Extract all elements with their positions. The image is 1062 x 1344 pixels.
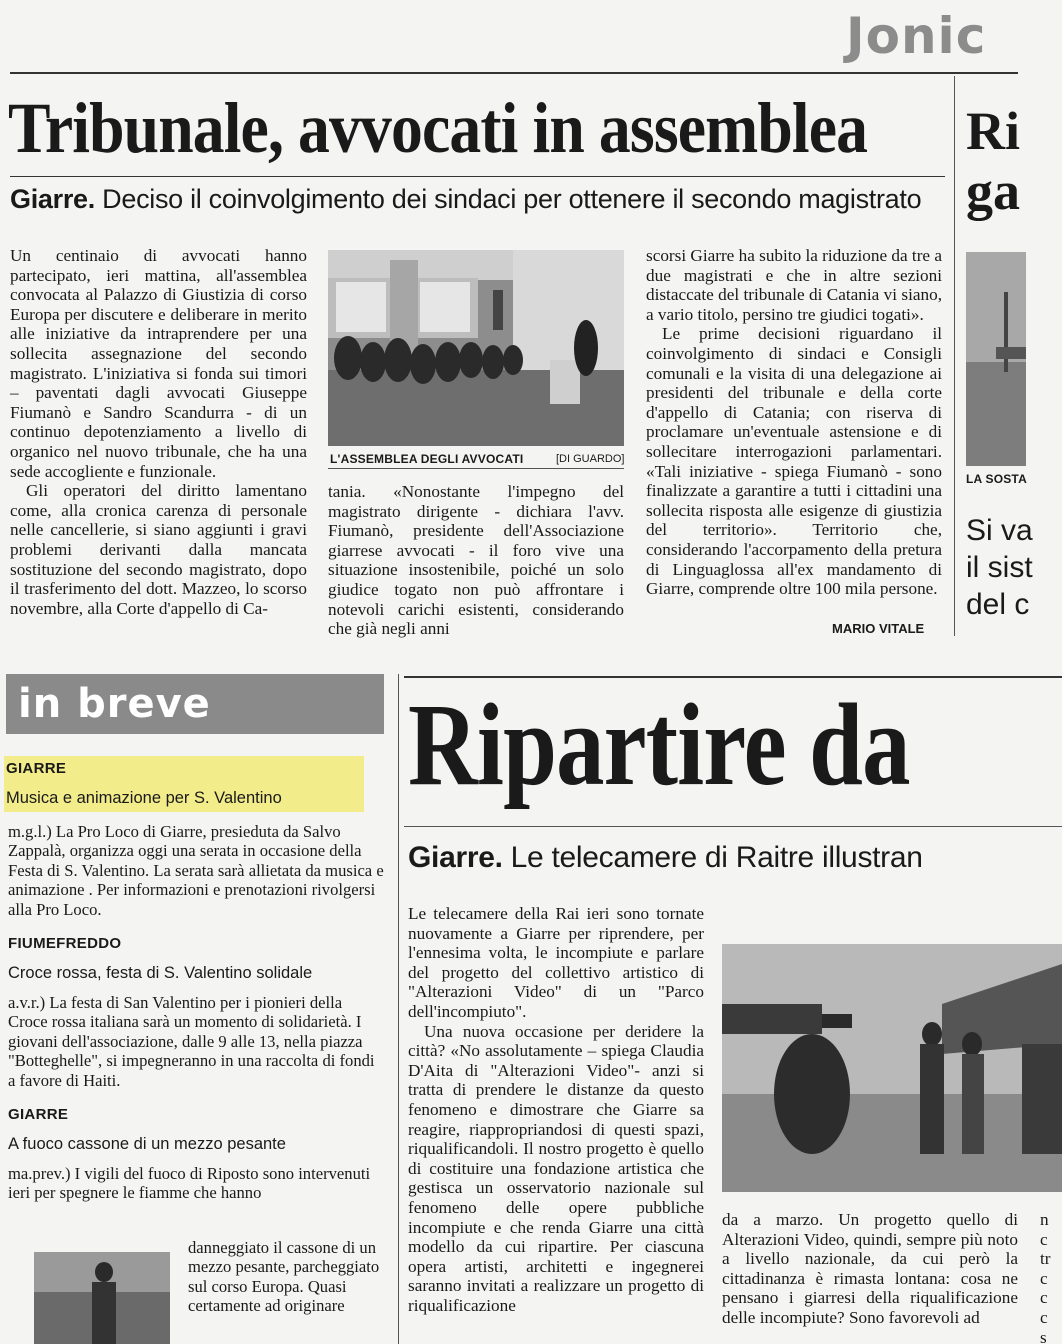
bottom-column-1: [408, 904, 704, 1344]
top-rule: [10, 72, 1018, 74]
bottom-column-3-fragment: n c tr c cc s: [1040, 1210, 1051, 1344]
brief-item-2-place: FIUMEFREDDO: [8, 935, 122, 953]
caption-rule: [328, 468, 624, 469]
fire-photo: [34, 1252, 170, 1344]
in-breve-list: [8, 756, 384, 1203]
bottom-kicker-place: Giarre.: [408, 841, 503, 874]
side-headline-line-1: Ri: [966, 101, 1020, 161]
raitre-photo: [722, 944, 1062, 1192]
brief-item-1-highlight: [4, 756, 364, 812]
side-photo: [966, 252, 1026, 466]
top-col1-paragraph-2: Gli operatori del diritto lamentano come, alla cronica carenza di personale nelle cancellerie, si siano aggiunti i gravi problemi derivanti dalla mancata sostituzione del secondo magistrato, dopo il trasferimento del dott. Mazzeo, lo scorso novembre, alla Corte d'appello di Ca-: [10, 481, 307, 618]
side-text-line-1: Si va: [966, 514, 1033, 547]
bottom-col2-paragraph-1: da a marzo. Un progetto quello di Alterazioni Video, quindi, sempre più noto a livello nazionale, da cui però la cittadinanza è rimasta lontana: cosa ne pensano i giarresi della riqualificazione delle incompiute? Sono favorevoli ad: [722, 1210, 1018, 1327]
side-article: [962, 76, 1062, 636]
bottom-column-2: [722, 1210, 1018, 1344]
top-column-3: [646, 246, 942, 599]
top-kicker: [10, 184, 921, 215]
brief-item-1-headline: Musica e animazione per S. Valentino: [6, 789, 282, 807]
bottom-separator: [398, 674, 399, 1344]
fire-photo-image: [34, 1252, 170, 1344]
side-text-line-3: del c: [966, 588, 1030, 621]
photo-caption: L'ASSEMBLEA DEGLI AVVOCATI: [330, 452, 524, 466]
top-col3-paragraph-1: scorsi Giarre ha subito la riduzione da tre a due magistrati e che in altre sezioni distaccate del tribunale di Catania vi siano, a vario titolo, persino tre giudici togati».: [646, 246, 942, 324]
brief-item-2: [8, 935, 384, 1090]
bottom-headline: Ripartire da: [408, 679, 910, 810]
raitre-photo-image: [722, 944, 1062, 1192]
bottom-col1-paragraph-1: Le telecamere della Rai ieri sono tornate nuovamente a Giarre per riprendere, per l'ennesima volta, le incompiute e parlare del progetto del collettivo artistico di "Alterazioni Video" di un "Parco dell'incompiuto".: [408, 904, 704, 1021]
brief-item-1-place: GIARRE: [6, 760, 67, 777]
top-col1-paragraph-1: Un centinaio di avvocati hanno partecipato, ieri mattina, all'assemblea convocata al Palazzo di Giustizia di corso Europa per discutere e deliberare in merito alle iniziative da intraprendere per una sollecita assegnazione del secondo magistrato. L'iniziativa si fonda sui timori – paventati dagli avvocati Giuseppe Fiumanò e Sandro Scandurra - di un continuo depotenziamento a livello di organico nel nuovo tribunale, che ha una sede accogliente e funzionale.: [10, 246, 307, 481]
brief-item-1: [8, 756, 384, 919]
top-column-1: [10, 246, 307, 618]
photo-credit: [DI GUARDO]: [556, 453, 625, 465]
in-breve-title: in breve: [18, 681, 211, 727]
brief-item-1-text: m.g.l.) La Pro Loco di Giarre, presieduta da Salvo Zappalà, organizza oggi una serata in occasione della Festa di S. Valentino. La serata sarà allietata da musica e animazione . Per informazioni e prenotazioni rivolgersi alla Pro Loco.: [8, 822, 384, 919]
bottom-col1-paragraph-2: Una nuova occasione per deridere la città? «No assolutamente – spiega Claudia D'Aita di "Alterazioni Video"- anzi si tratta di prendere le distanze da questo fenomeno e dimostrare che Giarre sa reagire, riappropriandosi di questi spazi, riqualificandoli. Il nostro progetto è quello di costituire una fondazione artistica che gestisca un osservatorio nazionale sul fenomeno delle opere pubbliche incompiute e che renda Giarre una città modello da cui ripartire. Per ciascuna opera artisti, architetti e ingegnerei saranno invitati a realizzare un progetto di riqualificazione: [408, 1021, 704, 1315]
brief-item-3-headline: A fuoco cassone di un mezzo pesante: [8, 1135, 286, 1154]
side-separator: [954, 76, 955, 636]
section-tag: Jonic: [846, 7, 987, 65]
assembly-photo: [328, 250, 624, 446]
headline-rule: [10, 176, 945, 177]
assembly-photo-image: [328, 250, 624, 446]
brief-item-3-text-rest: danneggiato il cassone di un mezzo pesante, parcheggiato sul corso Europa. Quasi certamente ad originare: [188, 1238, 380, 1316]
side-caption: LA SOSTA: [966, 472, 1027, 486]
kicker-text: Deciso il coinvolgimento dei sindaci per ottenere il secondo magistrato: [102, 184, 922, 214]
top-col3-paragraph-2: Le prime decisioni riguardano il coinvolgimento di sindaci e Consigli comunali e la visita di una delegazione ai presidenti del tribunale e della corte d'appello di Catania; con riserva di proclamare un'eventuale astensione e di sollecitare interrogazioni parlamentari. «Tali iniziative - spiega Fiumanò - sono finalizzate a garantire a tutti i cittadini una sollecita risposta alle esigenze di giustizia del territorio». Territorio che, considerando l'accorpamento della pretura di Linguaglossa all'ex mandamento di Giarre, comprende oltre 100 mila persone.: [646, 324, 942, 599]
top-headline: Tribunale, avvocati in assemblea: [8, 88, 868, 168]
brief-item-3: [8, 1106, 384, 1203]
byline: MARIO VITALE: [832, 621, 925, 636]
brief-item-3-text-line-1: ma.prev.) I vigili del fuoco di Riposto sono intervenuti ieri per spegnere le fiamme che hanno: [8, 1164, 371, 1203]
kicker-place: Giarre.: [10, 184, 95, 214]
top-col2-paragraph-1: tania. «Nonostante l'impegno del magistrato dirigente - dichiara l'avv. Fiumanò, presidente dell'Associazione giarrese avvocati - il foro vive una situazione insostenibile, poiché un solo giudice togato non può affrontare i notevoli carichi esistenti, considerando che già negli anni: [328, 482, 624, 639]
brief-item-2-headline: Croce rossa, festa di S. Valentino solidale: [8, 964, 313, 983]
brief-item-3-place: GIARRE: [8, 1106, 69, 1124]
bottom-article-top-rule: [404, 676, 1062, 678]
bottom-kicker: [408, 841, 923, 875]
side-headline-line-2: ga: [966, 161, 1020, 221]
side-text: [966, 512, 1033, 623]
side-photo-image: [966, 252, 1026, 466]
bottom-kicker-text: Le telecamere di Raitre illustran: [510, 841, 923, 874]
bottom-headline-rule: [404, 826, 1062, 827]
side-text-line-2: il sist: [966, 551, 1033, 584]
brief-item-2-text: a.v.r.) La festa di San Valentino per i pionieri della Croce rossa italiana sarà un momento di solidarietà. I giovani dell'associazione, dalle 9 alle 13, nella piazza "Botteghelle", si impegneranno in una raccolta di fondi a favore di Haiti.: [8, 993, 375, 1090]
top-column-2: [328, 482, 624, 639]
